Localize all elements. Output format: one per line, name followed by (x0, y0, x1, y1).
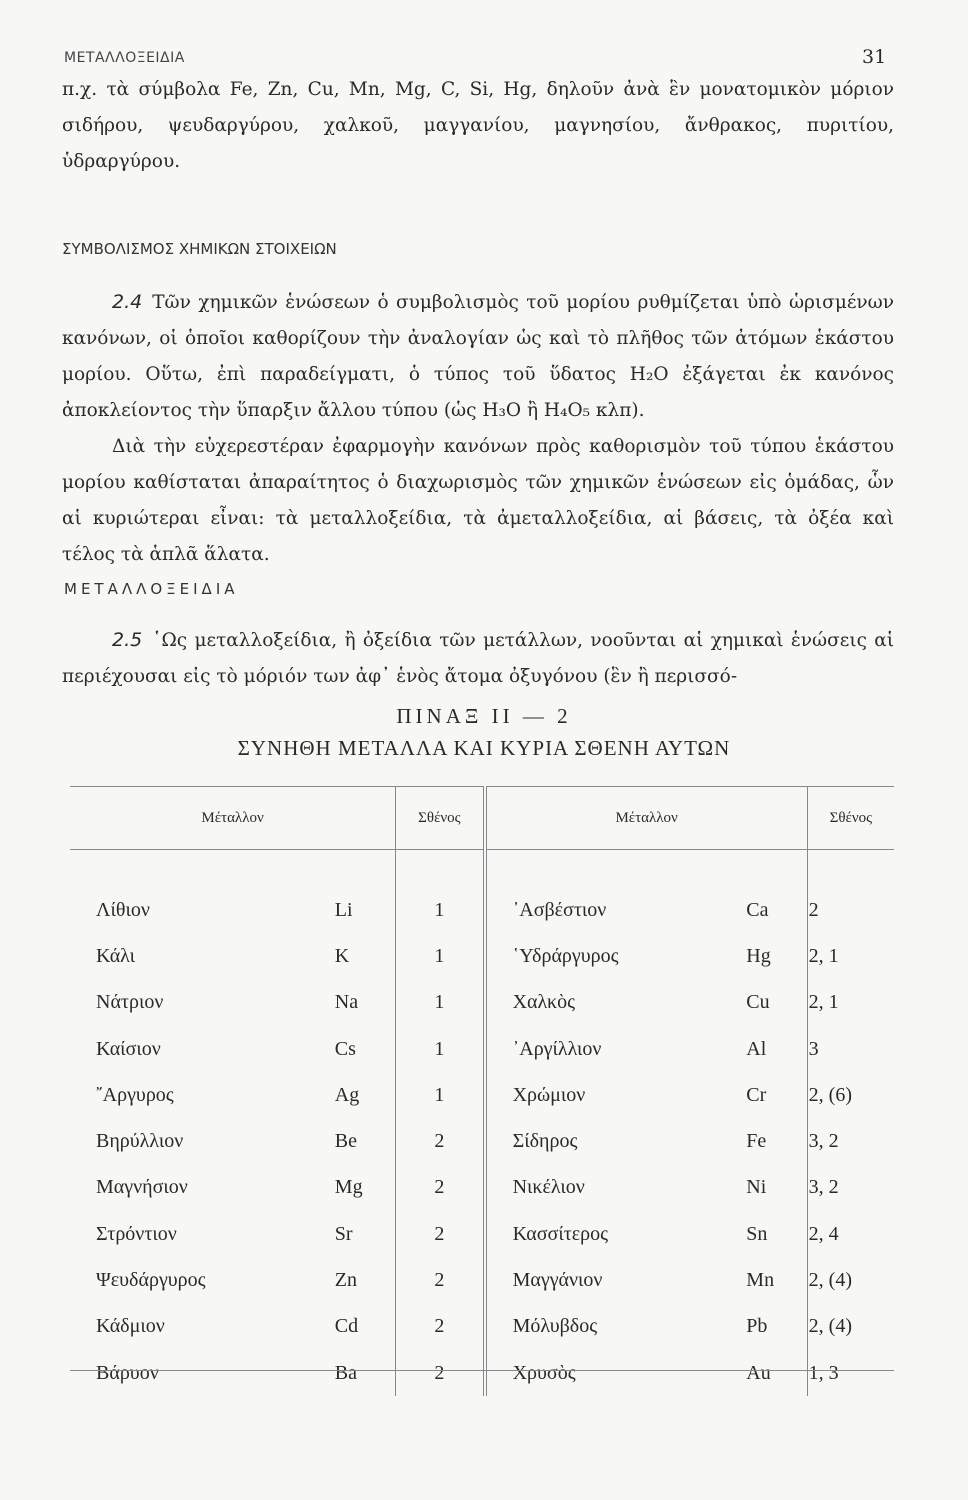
metal-name: Μόλυβδος (485, 1304, 741, 1350)
valence: 1 (396, 933, 485, 979)
valence: 1 (396, 980, 485, 1026)
metal-symbol: Zn (334, 1269, 358, 1292)
metal-symbol: Ca (746, 898, 769, 921)
metal-name: Νικέλιον (485, 1165, 741, 1211)
table-row (70, 933, 894, 979)
paragraph: Διὰ τὴν εὐχερεστέραν ἐφαρμογὴν κανόνων πρὸς καθορισμὸν τοῦ τύπου ἑκάστου μορίου καθίσταται ἀπαραίτητος ὁ διαχωρισμὸς τῶν χημικῶν ἑνώσεων εἰς ὁμάδας, ὧν αἱ κυριώτεραι εἶναι: τὰ μεταλλοξείδια, τὰ ἀμεταλλοξείδια, αἱ βάσεις, τὰ ὀξέα καὶ τέλος τὰ ἁπλᾶ ἅλατα. (62, 436, 894, 565)
metal-name: Μαγγάνιον (485, 1257, 741, 1303)
table-row (70, 850, 894, 934)
table-label: ΠΙΝΑΞ ΙΙ — 2 (396, 704, 572, 728)
table-row (70, 1165, 894, 1211)
metal-name: ῾Υδράργυρος (485, 933, 741, 979)
metal-name: Χρώμιον (485, 1072, 741, 1118)
metal-name: ᾽Ασβέστιον (485, 850, 741, 934)
metal-name: Κασσίτερος (485, 1211, 741, 1257)
valence: 1 (396, 850, 485, 934)
metal-name: ῎Αργυρος (96, 1083, 174, 1106)
metal-symbol: Mg (334, 1176, 363, 1199)
valence: 2 (396, 1304, 485, 1350)
table-bottom-rule (70, 1370, 894, 1371)
metal-name: ᾽Αργίλλιον (485, 1026, 741, 1072)
valence: 2, 1 (807, 933, 894, 979)
column-header-valence: Σθένος (807, 787, 894, 850)
section-2-5 (62, 622, 894, 695)
valence: 1, 3 (807, 1350, 894, 1396)
valence: 2 (396, 1257, 485, 1303)
section-number: 2.5 (112, 629, 143, 651)
table-row (70, 980, 894, 1026)
valence: 2 (396, 1165, 485, 1211)
metal-symbol: Mn (746, 1269, 775, 1292)
table-row (70, 1026, 894, 1072)
metal-symbol: Cr (746, 1083, 767, 1106)
valence: 2, (4) (807, 1257, 894, 1303)
metals-valence-table (70, 786, 894, 1396)
metal-name: Σίδηρος (485, 1118, 741, 1164)
metal-name: Νάτριον (96, 991, 164, 1014)
metal-symbol: Pb (746, 1315, 768, 1338)
valence: 2 (396, 1350, 485, 1396)
metal-symbol: Sr (334, 1222, 353, 1245)
metal-name: Χαλκὸς (485, 980, 741, 1026)
metal-symbol: Sn (746, 1222, 768, 1245)
valence: 1 (396, 1026, 485, 1072)
valence: 2 (807, 850, 894, 934)
metal-symbol: Fe (746, 1130, 767, 1153)
metal-symbol: Hg (746, 944, 771, 967)
table-title: ΣΥΝΗΘΗ ΜΕΤΑΛΛΑ ΚΑΙ ΚΥΡΙΑ ΣΘΕΝΗ ΑΥΤΩΝ (237, 736, 731, 760)
table-row (70, 1072, 894, 1118)
metal-symbol: Al (746, 1037, 767, 1060)
metal-symbol: K (334, 944, 350, 967)
valence: 2, 4 (807, 1211, 894, 1257)
metal-symbol: Be (334, 1130, 358, 1153)
paragraph: ῾Ως μεταλλοξείδια, ἢ ὀξείδια τῶν μετάλλων, νοοῦνται αἱ χημικαὶ ἑνώσεις αἱ περιέχουσαι εἰς τὸ μόριόν των ἀφ᾽ ἑνὸς ἄτομα ὀξυγόνου (ἓν ἢ περισσό- (62, 630, 894, 687)
intro-paragraph (62, 72, 894, 180)
running-header: ΜΕΤΑΛΛΟΞΕΙΔΙΑ (64, 50, 185, 66)
valence: 2, (4) (807, 1304, 894, 1350)
metal-name: Στρόντιον (96, 1222, 177, 1245)
metal-name: Κάδμιον (96, 1315, 165, 1338)
section-heading-symbolism: ΣΥΜΒΟΛΙΣΜΟΣ ΧΗΜΙΚΩΝ ΣΤΟΙΧΕΙΩΝ (62, 240, 337, 258)
column-header-valence: Σθένος (396, 787, 485, 850)
column-header-metal: Μέταλλον (201, 809, 264, 826)
metal-name: Μαγνήσιον (96, 1176, 188, 1199)
metal-symbol: Ag (334, 1083, 360, 1106)
metal-symbol: Na (334, 991, 359, 1014)
valence: 3, 2 (807, 1118, 894, 1164)
metal-name: Καίσιον (96, 1037, 161, 1060)
metal-name: Βάρυον (96, 1361, 159, 1384)
valence: 2, (6) (807, 1072, 894, 1118)
valence: 3 (807, 1026, 894, 1072)
metal-name: Λίθιον (96, 898, 150, 921)
metal-name: Βηρύλλιον (96, 1130, 184, 1153)
metal-symbol: Cs (334, 1037, 356, 1060)
metal-symbol: Cd (334, 1315, 359, 1338)
table-row (70, 1304, 894, 1350)
section-heading-metal-oxides: ΜΕΤΑΛΛΟΞΕΙΔΙΑ (64, 580, 239, 598)
valence: 3, 2 (807, 1165, 894, 1211)
valence: 2 (396, 1211, 485, 1257)
table-row (70, 1211, 894, 1257)
valence: 2 (396, 1118, 485, 1164)
metal-symbol: Cu (746, 991, 770, 1014)
metal-name: Ψευδάργυρος (96, 1269, 206, 1292)
intro-text: π.χ. τὰ σύμβολα Fe, Zn, Cu, Mn, Mg, C, Si, Hg, δηλοῦν ἀνὰ ἓν μονατομικὸν μόριον σιδήρου, ψευδαργύρου, χαλκοῦ, μαγγανίου, μαγνησίου, ἄνθρακος, πυριτίου, ὑδραργύρου. (62, 79, 894, 172)
valence: 1 (396, 1072, 485, 1118)
metal-symbol: Au (746, 1361, 771, 1384)
table-row (70, 1257, 894, 1303)
table-row (70, 1350, 894, 1396)
metal-symbol: Ba (334, 1361, 358, 1384)
page-number: 31 (862, 46, 887, 68)
column-header-metal: Μέταλλον (485, 787, 808, 850)
table-row (70, 1118, 894, 1164)
metal-symbol: Li (334, 898, 353, 921)
section-number: 2.4 (112, 291, 143, 313)
paragraph: Τῶν χημικῶν ἑνώσεων ὁ συμβολισμὸς τοῦ μορίου ρυθμίζεται ὑπὸ ὡρισμένων κανόνων, οἱ ὁποῖοι καθορίζουν τὴν ἀναλογίαν ὡς καὶ τὸ πλῆθος τῶν ἀτόμων ἑκάστου μορίου. Οὕτω, ἐπὶ παραδείγματι, ὁ τύπος τοῦ ὕδατος H₂O ἐξάγεται ἐκ κανόνος ἀποκλείοντος τὴν ὕπαρξιν ἄλλου τύπου (ὡς H₃O ἢ H₄O₅ κλπ). (62, 292, 894, 421)
section-2-4 (62, 284, 894, 573)
metal-name: Κάλι (96, 944, 136, 967)
metal-symbol: Ni (746, 1176, 767, 1199)
metal-name: Χρυσὸς (485, 1350, 741, 1396)
valence: 2, 1 (807, 980, 894, 1026)
